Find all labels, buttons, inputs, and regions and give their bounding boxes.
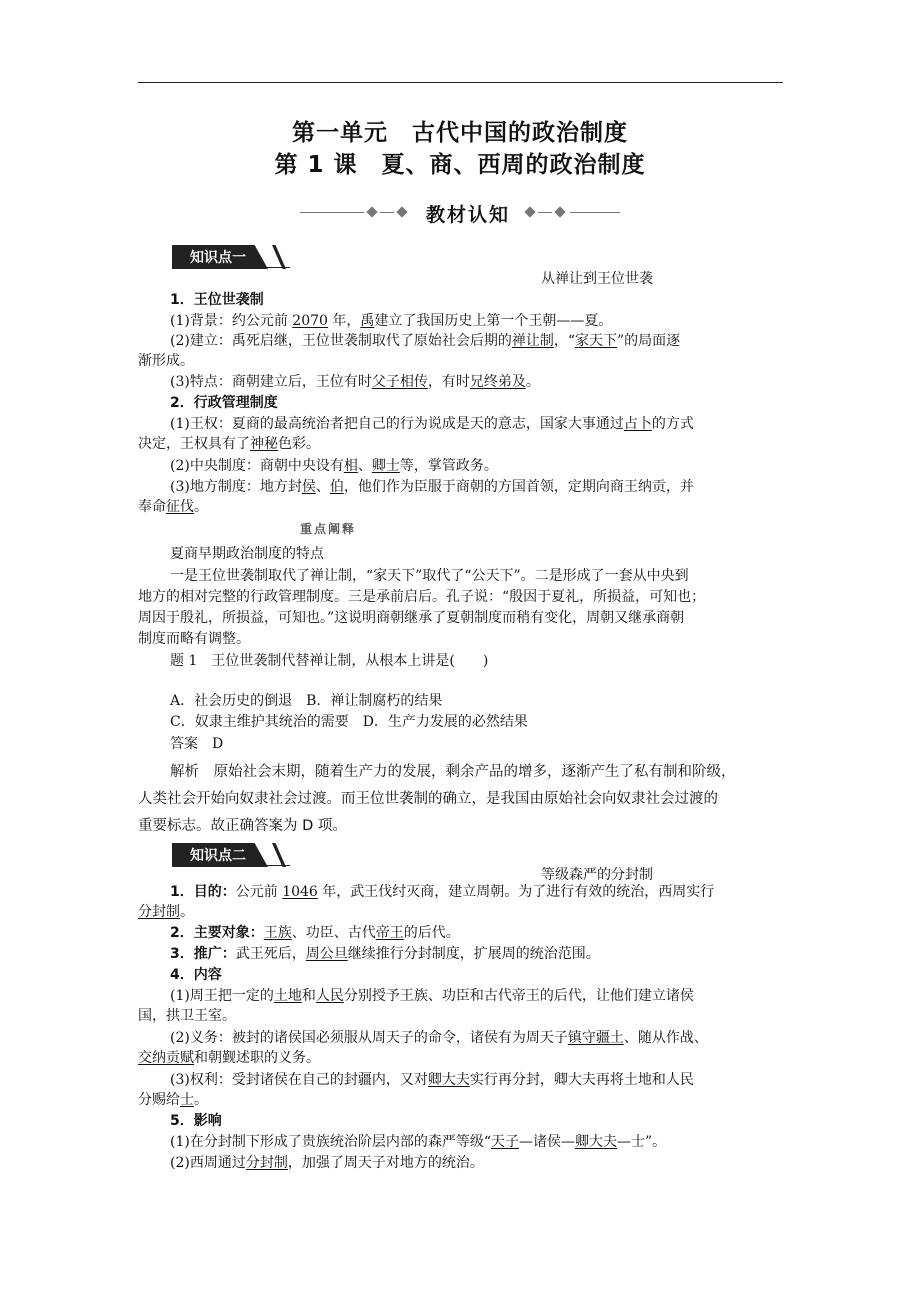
kp2-impact-1: (1)在分封制下形成了贵族统治阶层内部的森严等级“天子—诸侯—卿大夫—士”。: [170, 1134, 667, 1150]
kp1-heading-2: 2．行政管理制度: [170, 395, 278, 411]
divider-line: [380, 212, 394, 213]
analysis-line: 重要标志。故正确答案为 D 项。: [138, 818, 347, 834]
kp1-local: (3)地方制度：地方封侯、伯，他们作为臣服于商朝的方国首领，定期向商王纳贡，并: [170, 479, 694, 495]
tag-label: 知识点二: [190, 848, 246, 864]
question-options-ab: A．社会历史的倒退 B．禅让制腐朽的结果: [170, 693, 443, 709]
focus-heading: 夏商早期政治制度的特点: [170, 546, 324, 562]
diamond-icon: [396, 206, 407, 217]
knowledge-point-tag-1: [172, 245, 290, 269]
tag-label: 知识点一: [190, 250, 246, 266]
diamond-icon: [554, 206, 565, 217]
kp1-feature: (3)特点：商朝建立后，王位有时父子相传，有时兄终弟及。: [170, 374, 540, 390]
divider-line-right: [570, 212, 620, 213]
kp2-content-heading: 4．内容: [170, 967, 222, 983]
kp2-promotion: 3．推广：武王死后，周公旦继续推行分封制度，扩展周的统治范围。: [170, 946, 600, 962]
unit-title: 第一单元 古代中国的政治制度: [292, 120, 628, 146]
diamond-icon: [524, 206, 535, 217]
kp1-kingship-cont: 决定，王权具有了神秘色彩。: [138, 436, 320, 452]
diamond-icon: [366, 206, 377, 217]
kp2-obligation: (2)义务：被封的诸侯国必须服从周天子的命令，诸侯有为周天子镇守疆土、随从作战、: [170, 1030, 708, 1046]
top-rule: [138, 82, 783, 83]
kp1-establish: (2)建立：禹死启继，王位世袭制取代了原始社会后期的禅让制，“家天下”的局面逐: [170, 333, 681, 349]
analysis-line: 解析 原始社会末期，随着生产力的发展，剩余产品的增多，逐渐产生了私有制和阶级，: [170, 764, 736, 780]
kp1-local-cont: 奉命征伐。: [138, 499, 208, 515]
kp1-heading-1: 1．王位世袭制: [170, 292, 264, 308]
knowledge-point-tag-2: [172, 843, 290, 867]
lesson-title: 第 1 课 夏、商、西周的政治制度: [274, 152, 646, 178]
kp1-kingship: (1)王权：夏商的最高统治者把自己的行为说成是天的意志，国家大事通过占卜的方式: [170, 416, 694, 432]
analysis-line: 人类社会开始向奴隶社会过渡。而王位世袭制的确立，是我国由原始社会向奴隶社会过渡的: [138, 791, 718, 807]
question-stem: 题 1 王位世袭制代替禅让制，从根本上讲是( ): [170, 653, 489, 669]
kp2-rights-cont: 分赐给士。: [138, 1092, 208, 1108]
section-label: 教材认知: [425, 204, 510, 226]
kp2-obligation-cont: 交纳贡赋和朝觐述职的义务。: [138, 1050, 320, 1066]
focus-para-line: 一是王位世袭制取代了禅让制，“家天下”取代了“公天下”。二是形成了一套从中央到: [170, 568, 689, 584]
kp2-content-1-cont: 国，拱卫王室。: [138, 1008, 236, 1024]
kp2-purpose-cont: 分封制。: [138, 904, 194, 920]
kp2-rights: (3)权利：受封诸侯在自己的封疆内，又对卿大夫实行再分封，卿大夫再将土地和人民: [170, 1072, 694, 1088]
kp2-impact-heading: 5．影响: [170, 1113, 222, 1129]
focus-label: 重点阐释: [300, 522, 357, 536]
kp1-establish-cont: 渐形成。: [138, 353, 194, 369]
divider-line-left: [300, 212, 364, 213]
focus-para-line: 周因于殷礼，所损益，可知也。”这说明商朝继承了夏朝制度而稍有变化，周朝又继承商朝: [138, 610, 685, 626]
kp2-purpose: 1．目的：公元前 1046 年，武王伐纣灭商，建立周朝。为了进行有效的统治，西周实行: [170, 884, 715, 900]
kp1-subtitle: 从禅让到王位世袭: [541, 271, 653, 287]
kp2-subtitle: 等级森严的分封制: [541, 867, 653, 883]
focus-para-line: 地方的相对完整的行政管理制度。三是承前启后。孔子说：“殷因于夏礼，所损益，可知也；: [138, 589, 706, 605]
focus-para-line: 制度而略有调整。: [138, 631, 250, 647]
kp1-background: (1)背景：约公元前 2070 年，禹建立了我国历史上第一个王朝——夏。: [170, 313, 613, 329]
kp1-central: (2)中央制度：商朝中央设有相、卿士等，掌管政务。: [170, 458, 498, 474]
kp2-content-1: (1)周王把一定的土地和人民分别授予王族、功臣和古代帝王的后代，让他们建立诸侯: [170, 988, 694, 1004]
section-header: [300, 200, 620, 226]
question-answer: 答案 D: [170, 736, 224, 752]
kp2-impact-2: (2)西周通过分封制，加强了周天子对地方的统治。: [170, 1155, 484, 1171]
question-options-cd: C．奴隶主维护其统治的需要 D．生产力发展的必然结果: [170, 714, 528, 730]
divider-line: [538, 212, 552, 213]
kp2-targets: 2．主要对象：王族、功臣、古代帝王的后代。: [170, 925, 460, 941]
